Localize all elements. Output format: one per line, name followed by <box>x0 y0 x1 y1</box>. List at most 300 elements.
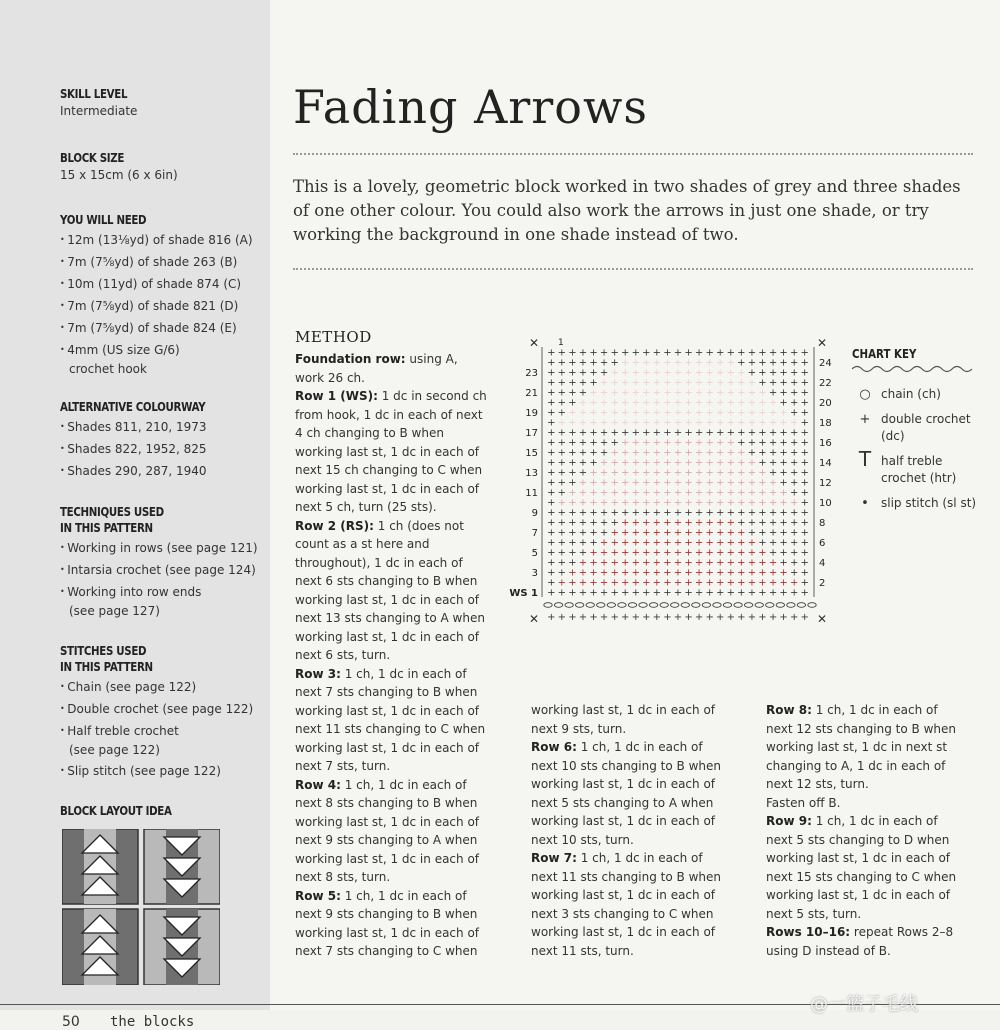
dc-stitch: + <box>568 577 577 589</box>
dc-stitch: + <box>747 567 757 579</box>
dc-stitch: + <box>800 517 809 529</box>
dc-stitch: + <box>578 447 588 459</box>
dc-stitch: + <box>631 537 640 549</box>
dc-stitch: + <box>547 497 556 509</box>
method-column-3 <box>766 701 966 960</box>
dc-stitch: + <box>705 527 714 539</box>
list-item: • Chain (see page 122) <box>60 679 265 698</box>
chain-icon: ○ <box>859 387 871 402</box>
dc-stitch: + <box>652 557 662 569</box>
dc-stitch: + <box>716 547 725 559</box>
dc-stitch: + <box>684 457 693 469</box>
row-instruction <box>766 812 966 923</box>
dc-stitch: + <box>557 417 567 429</box>
dc-stitch: + <box>589 347 598 359</box>
dc-stitch: + <box>779 377 788 389</box>
dc-stitch: + <box>694 407 704 419</box>
row-number-label: 17 <box>525 428 538 439</box>
dc-stitch: + <box>673 357 683 369</box>
dc-stitch: + <box>789 517 799 529</box>
stitches-list <box>60 679 265 781</box>
dc-stitch: + <box>779 587 788 599</box>
dc-stitch: + <box>737 407 746 419</box>
dc-stitch: + <box>642 567 651 579</box>
dc-stitch: + <box>673 387 683 399</box>
techniques-heading-sub: IN THIS PATTERN <box>60 520 153 535</box>
dc-stitch: + <box>768 417 778 429</box>
dc-stitch: + <box>673 467 683 479</box>
dc-stitch: + <box>726 437 735 449</box>
dc-stitch: + <box>652 397 662 409</box>
dc-stitch: + <box>684 437 693 449</box>
dc-stitch: + <box>557 507 567 519</box>
dc-stitch: + <box>789 417 799 429</box>
dc-stitch: + <box>726 507 735 519</box>
plus-icon: + <box>859 412 871 427</box>
row-number-label: 19 <box>525 408 538 419</box>
dc-stitch: + <box>800 407 809 419</box>
dc-stitch: + <box>789 447 799 459</box>
dc-stitch: + <box>789 437 799 449</box>
dc-stitch: + <box>547 397 556 409</box>
dc-stitch: + <box>758 527 767 539</box>
dc-stitch: + <box>631 387 640 399</box>
dc-stitch: + <box>758 557 767 569</box>
dc-stitch: + <box>589 487 598 499</box>
dc-stitch: + <box>684 377 693 389</box>
dc-stitch: + <box>621 397 630 409</box>
dc-stitch: + <box>716 417 725 429</box>
chart-key <box>852 346 982 520</box>
dc-stitch: + <box>599 547 609 559</box>
block-layout-diagram <box>62 829 220 985</box>
dc-stitch: + <box>663 507 672 519</box>
row-label: Row 3: <box>295 666 341 681</box>
dc-stitch: + <box>758 477 767 489</box>
dc-stitch: + <box>737 507 746 519</box>
dc-stitch: + <box>684 397 693 409</box>
dc-stitch: + <box>599 447 609 459</box>
dc-stitch: + <box>768 547 778 559</box>
dc-stitch: + <box>652 427 662 439</box>
block-size-section <box>60 150 265 184</box>
dc-stitch: + <box>547 387 556 399</box>
dc-stitch: + <box>673 612 683 623</box>
row-text: 1 ch, 1 dc in each of next 12 sts changing to B when working last st, 1 dc in next st changing to A, 1 dc in each of next 12 sts, turn. <box>766 703 956 791</box>
dc-stitch: + <box>779 477 788 489</box>
list-item: • Shades 290, 287, 1940 <box>60 463 265 482</box>
dc-stitch: + <box>631 427 640 439</box>
dc-stitch: + <box>684 407 693 419</box>
dc-stitch: + <box>684 417 693 429</box>
chain-stitch <box>797 603 805 608</box>
dc-stitch: + <box>800 497 809 509</box>
dc-stitch: + <box>568 377 577 389</box>
dc-stitch: + <box>694 347 704 359</box>
dc-stitch: + <box>800 487 809 499</box>
row-instruction <box>295 776 490 887</box>
dc-stitch: + <box>779 497 788 509</box>
dc-stitch: + <box>747 407 757 419</box>
dc-stitch: + <box>716 427 725 439</box>
dc-stitch: + <box>568 537 577 549</box>
dc-stitch: + <box>663 427 672 439</box>
row-text: 1 ch, 1 dc in each of next 8 sts changing to B when working last st, 1 dc in each of next 9 sts changing to A when working last st, 1 dc in each of next 8 sts, turn. <box>295 777 480 884</box>
dc-stitch: + <box>768 487 778 499</box>
dc-stitch: + <box>642 612 651 623</box>
dc-stitch: + <box>589 507 598 519</box>
dc-stitch: + <box>705 517 714 529</box>
list-item: • Intarsia crochet (see page 124) <box>60 562 265 581</box>
skill-level-heading: SKILL LEVEL <box>60 86 128 101</box>
dc-stitch: + <box>578 557 588 569</box>
dc-stitch: + <box>737 417 746 429</box>
dc-stitch: + <box>610 577 619 589</box>
dc-stitch: + <box>684 507 693 519</box>
row-instruction <box>295 387 490 517</box>
dc-stitch: + <box>589 587 598 599</box>
dc-stitch: + <box>716 467 725 479</box>
dc-stitch: + <box>758 397 767 409</box>
dc-stitch: + <box>747 367 757 379</box>
dc-stitch: + <box>737 387 746 399</box>
dc-stitch: + <box>642 517 651 529</box>
dc-stitch: + <box>568 517 577 529</box>
techniques-section <box>60 504 265 624</box>
dc-stitch: + <box>779 467 788 479</box>
dc-stitch: + <box>768 397 778 409</box>
turning-chain-mark: ✕ <box>816 336 828 350</box>
dc-stitch: + <box>589 612 598 623</box>
dc-stitch: + <box>663 447 672 459</box>
dc-stitch: + <box>789 497 799 509</box>
row-text: 1 ch, 1 dc in each of next 5 sts changing to D when working last st, 1 dc in each of next 15 sts changing to C when working last st, 1 dc in each of next 5 sts, turn. <box>766 814 957 921</box>
method-heading: METHOD <box>295 328 372 346</box>
row-label: Row 8: <box>766 703 812 717</box>
key-label: double crochet (dc) <box>881 412 971 443</box>
dc-stitch: + <box>737 367 746 379</box>
crochet-chart <box>508 333 838 625</box>
list-item: • Half treble crochet (see page 122) <box>60 723 199 759</box>
dc-stitch: + <box>673 407 683 419</box>
dc-stitch: + <box>547 557 556 569</box>
dc-stitch: + <box>726 397 735 409</box>
dc-stitch: + <box>737 577 746 589</box>
list-item: • Double crochet (see page 122) <box>60 701 265 720</box>
stitches-section <box>60 643 265 785</box>
dc-stitch: + <box>631 557 640 569</box>
dc-stitch: + <box>800 447 809 459</box>
row-label: Row 6: <box>531 740 577 754</box>
dc-stitch: + <box>758 357 767 369</box>
dc-stitch: + <box>726 427 735 439</box>
dc-stitch: + <box>684 612 693 623</box>
chain-stitch <box>607 603 615 608</box>
block-layout-section <box>60 803 265 819</box>
dc-stitch: + <box>694 497 704 509</box>
you-will-need-heading: YOU WILL NEED <box>60 212 147 227</box>
dc-stitch: + <box>589 547 598 559</box>
dc-stitch: + <box>578 387 588 399</box>
dc-stitch: + <box>747 507 757 519</box>
dc-stitch: + <box>557 567 567 579</box>
dc-stitch: + <box>779 407 788 419</box>
dc-stitch: + <box>768 557 778 569</box>
dc-stitch: + <box>631 407 640 419</box>
chain-stitch <box>776 603 784 608</box>
dc-stitch: + <box>663 577 672 589</box>
dc-stitch: + <box>705 477 714 489</box>
dc-stitch: + <box>705 537 714 549</box>
dc-stitch: + <box>578 612 588 623</box>
dc-stitch: + <box>621 427 630 439</box>
dc-stitch: + <box>758 437 767 449</box>
row-number-label: 4 <box>819 558 826 569</box>
dc-stitch: + <box>800 417 809 429</box>
dc-stitch: + <box>673 517 683 529</box>
dc-stitch: + <box>684 547 693 559</box>
dc-stitch: + <box>631 567 640 579</box>
dc-stitch: + <box>684 367 693 379</box>
stitches-heading-sub: IN THIS PATTERN <box>60 659 153 674</box>
list-item: • Working into row ends (see page 127) <box>60 584 209 620</box>
dc-stitch: + <box>589 557 598 569</box>
dc-stitch: + <box>547 437 556 449</box>
dc-stitch: + <box>610 587 619 599</box>
dc-stitch: + <box>652 527 662 539</box>
dc-stitch: + <box>547 587 556 599</box>
dc-stitch: + <box>758 367 767 379</box>
dc-stitch: + <box>557 367 567 379</box>
dc-stitch: + <box>599 537 609 549</box>
dc-stitch: + <box>726 447 735 459</box>
dc-stitch: + <box>789 507 799 519</box>
dc-stitch: + <box>758 497 767 509</box>
dc-stitch: + <box>621 377 630 389</box>
dc-stitch: + <box>758 517 767 529</box>
dc-stitch: + <box>568 437 577 449</box>
dc-stitch: + <box>673 587 683 599</box>
dc-stitch: + <box>599 527 609 539</box>
row-label: Row 9: <box>766 814 812 828</box>
dc-stitch: + <box>642 387 651 399</box>
dc-stitch: + <box>652 487 662 499</box>
dc-stitch: + <box>726 612 735 623</box>
alternative-colourway-heading: ALTERNATIVE COLOURWAY <box>60 399 206 414</box>
dc-stitch: + <box>694 517 704 529</box>
dc-stitch: + <box>768 407 778 419</box>
dc-stitch: + <box>663 547 672 559</box>
dc-stitch: + <box>663 527 672 539</box>
dc-stitch: + <box>557 517 567 529</box>
dc-stitch: + <box>737 497 746 509</box>
dc-stitch: + <box>568 397 577 409</box>
dc-stitch: + <box>610 547 619 559</box>
stitches-heading: STITCHES USED <box>60 643 147 658</box>
dc-stitch: + <box>758 467 767 479</box>
dc-stitch: + <box>726 537 735 549</box>
dc-stitch: + <box>684 527 693 539</box>
dc-stitch: + <box>652 547 662 559</box>
dc-stitch: + <box>642 537 651 549</box>
dc-stitch: + <box>800 437 809 449</box>
dc-stitch: + <box>642 417 651 429</box>
dc-stitch: + <box>578 417 588 429</box>
dc-stitch: + <box>737 487 746 499</box>
dc-stitch: + <box>599 467 609 479</box>
dc-stitch: + <box>705 407 714 419</box>
key-label: half treble crochet (htr) <box>881 454 957 485</box>
dc-stitch: + <box>610 377 619 389</box>
dc-stitch: + <box>758 577 767 589</box>
dc-stitch: + <box>557 407 567 419</box>
dc-stitch: + <box>779 417 788 429</box>
dc-stitch: + <box>578 487 588 499</box>
dc-stitch: + <box>557 577 567 589</box>
dc-stitch: + <box>663 487 672 499</box>
dc-stitch: + <box>631 612 640 623</box>
dc-stitch: + <box>610 457 619 469</box>
intro-text: This is a lovely, geometric block worked in two shades of grey and three shades of one other colour. You could also work the arrows in just one shade, or try working the background in one shade instead of two. <box>293 177 961 244</box>
dc-stitch: + <box>800 612 809 623</box>
dc-stitch: + <box>599 557 609 569</box>
dc-stitch: + <box>547 547 556 559</box>
dc-stitch: + <box>610 477 619 489</box>
skill-level-section <box>60 86 265 120</box>
dc-stitch: + <box>716 457 725 469</box>
dc-stitch: + <box>652 537 662 549</box>
dc-stitch: + <box>779 537 788 549</box>
layout-block-top-right <box>144 829 220 904</box>
dc-stitch: + <box>726 487 735 499</box>
dc-stitch: + <box>673 427 683 439</box>
dc-stitch: + <box>663 377 672 389</box>
dc-stitch: + <box>779 547 788 559</box>
dc-stitch: + <box>568 417 577 429</box>
dc-stitch: + <box>652 467 662 479</box>
dc-stitch: + <box>589 527 598 539</box>
dc-stitch: + <box>768 437 778 449</box>
dc-stitch: + <box>610 567 619 579</box>
chain-stitch <box>681 603 689 608</box>
row-instruction <box>531 849 726 960</box>
dc-stitch: + <box>663 417 672 429</box>
dc-stitch: + <box>768 457 778 469</box>
dc-stitch: + <box>610 357 619 369</box>
row-number-label: 3 <box>531 568 538 579</box>
list-item: • 4mm (US size G/6) crochet hook <box>60 342 189 378</box>
dc-stitch: + <box>716 377 725 389</box>
dc-stitch: + <box>694 577 704 589</box>
dc-stitch: + <box>631 347 640 359</box>
dc-stitch: + <box>800 387 809 399</box>
wavy-divider <box>852 364 974 374</box>
dc-stitch: + <box>789 547 799 559</box>
dc-stitch: + <box>694 557 704 569</box>
divider <box>293 268 973 270</box>
dc-stitch: + <box>652 367 662 379</box>
dc-stitch: + <box>747 347 757 359</box>
dc-stitch: + <box>642 447 651 459</box>
dc-stitch: + <box>779 357 788 369</box>
dc-stitch: + <box>642 527 651 539</box>
footer-section-title: the blocks <box>110 1014 195 1030</box>
page-number: 50 <box>62 1014 80 1030</box>
layout-block-bottom-left <box>62 909 138 985</box>
dc-stitch: + <box>716 567 725 579</box>
dc-stitch: + <box>631 447 640 459</box>
dc-stitch: + <box>621 507 630 519</box>
row-number-label: 22 <box>819 378 832 389</box>
dc-stitch: + <box>621 557 630 569</box>
dc-stitch: + <box>779 612 788 623</box>
dc-stitch: + <box>694 612 704 623</box>
dc-stitch: + <box>621 487 630 499</box>
dc-stitch: + <box>599 417 609 429</box>
dc-stitch: + <box>621 567 630 579</box>
dc-stitch: + <box>716 612 725 623</box>
dc-stitch: + <box>789 477 799 489</box>
dc-stitch: + <box>789 587 799 599</box>
dc-stitch: + <box>599 397 609 409</box>
turning-chain-mark: ✕ <box>816 612 828 625</box>
dc-stitch: + <box>694 547 704 559</box>
chain-stitch <box>692 603 700 608</box>
dc-stitch: + <box>547 577 556 589</box>
dc-stitch: + <box>716 577 725 589</box>
row-number-label: 21 <box>525 388 538 399</box>
dc-stitch: + <box>716 437 725 449</box>
dc-stitch: + <box>557 377 567 389</box>
dc-stitch: + <box>642 587 651 599</box>
dc-stitch: + <box>737 517 746 529</box>
dc-stitch: + <box>705 467 714 479</box>
dc-stitch: + <box>589 457 598 469</box>
dc-stitch: + <box>737 467 746 479</box>
dc-stitch: + <box>589 417 598 429</box>
dc-stitch: + <box>557 587 567 599</box>
layout-block-bottom-right <box>144 909 220 985</box>
dc-stitch: + <box>547 612 556 623</box>
dc-stitch: + <box>716 487 725 499</box>
dc-stitch: + <box>663 517 672 529</box>
dc-stitch: + <box>578 517 588 529</box>
dc-stitch: + <box>758 567 767 579</box>
dc-stitch: + <box>684 427 693 439</box>
dc-stitch: + <box>726 467 735 479</box>
dc-stitch: + <box>599 387 609 399</box>
dc-stitch: + <box>557 427 567 439</box>
dc-stitch: + <box>642 347 651 359</box>
dc-stitch: + <box>578 587 588 599</box>
dc-stitch: + <box>737 567 746 579</box>
dc-stitch: + <box>578 497 588 509</box>
dc-stitch: + <box>800 537 809 549</box>
dc-stitch: + <box>621 387 630 399</box>
row-text: repeat Rows 2–8 using D instead of B. <box>766 925 954 958</box>
dc-stitch: + <box>716 517 725 529</box>
dc-stitch: + <box>673 557 683 569</box>
dc-stitch: + <box>578 467 588 479</box>
dc-stitch: + <box>621 547 630 559</box>
dc-stitch: + <box>557 557 567 569</box>
dc-stitch: + <box>737 547 746 559</box>
dc-stitch: + <box>789 367 799 379</box>
row-number-label: 10 <box>819 498 832 509</box>
list-item: • 7m (7⅝yd) of shade 263 (B) <box>60 254 265 273</box>
dc-stitch: + <box>779 527 788 539</box>
dc-stitch: + <box>705 367 714 379</box>
